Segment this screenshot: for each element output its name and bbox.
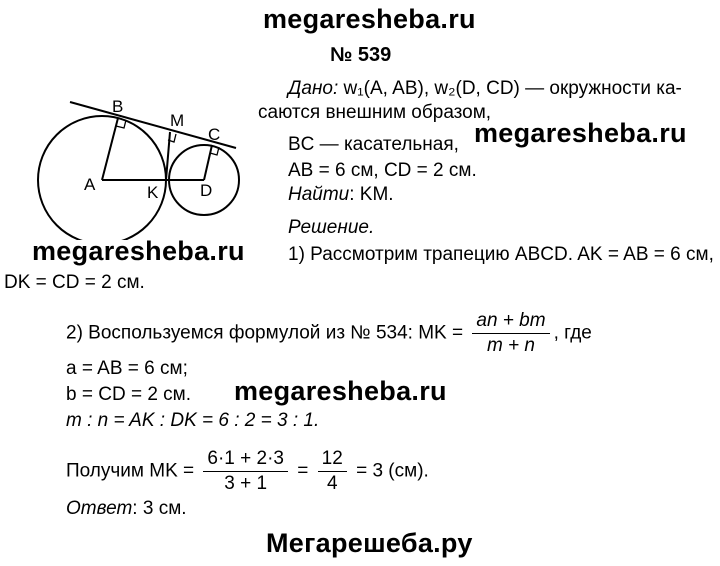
watermark-mid-right: megaresheba.ru: [474, 118, 687, 148]
result-tail: = 3 (см).: [356, 460, 429, 482]
result-equals: =: [297, 460, 309, 482]
a-definition: a = AB = 6 см;: [66, 358, 188, 379]
lengths-line: AB = 6 см, CD = 2 см.: [288, 160, 477, 181]
ratio-line: m : n = AK : DK = 6 : 2 = 3 : 1.: [66, 410, 320, 431]
result-line: [66, 448, 429, 495]
label-b: B: [112, 97, 124, 116]
formula-suffix: , где: [553, 322, 592, 344]
b-definition: b = CD = 2 см.: [66, 384, 192, 405]
label-a: A: [84, 175, 96, 194]
result-fraction-2: [318, 448, 347, 495]
label-d: D: [200, 181, 213, 200]
result-prefix: Получим MK =: [66, 460, 195, 482]
result-denominator-1: 3 + 1: [224, 473, 268, 494]
watermark-footer: Мегарешеба.ру: [266, 528, 473, 558]
formula-numerator: an + bm: [472, 310, 549, 334]
find-label: Найти: [288, 184, 350, 205]
result-numerator-1: 6·1 + 2·3: [203, 448, 288, 472]
result-denominator-2: 4: [326, 473, 338, 494]
tangent-line-text: BC — касательная,: [288, 134, 459, 155]
result-numerator-2: 12: [318, 448, 347, 472]
given-line-2: саются внешним образом,: [258, 102, 492, 123]
given-circles: w₁(A, AB), w₂(D, CD) — окружности ка-: [343, 78, 682, 99]
watermark-left: megaresheba.ru: [32, 236, 245, 266]
watermark-center: megaresheba.ru: [234, 376, 447, 406]
step-2: [66, 310, 592, 357]
find-value: : KM.: [349, 184, 394, 205]
step-1: 1) Рассмотрим трапецию ABCD. AK = AB = 6 см,: [288, 244, 714, 265]
answer-line: [66, 498, 187, 520]
formula-fraction: [472, 310, 549, 357]
given-line-1: [288, 78, 682, 100]
label-c: C: [208, 125, 221, 144]
label-k: K: [147, 183, 159, 202]
solution-label: Решение.: [288, 217, 375, 238]
segment-ab: [102, 118, 118, 180]
step-2-prefix: 2) Воспользуемся формулой из № 534: MK =: [66, 322, 464, 344]
geometry-figure: [0, 0, 260, 240]
result-fraction-1: [203, 448, 288, 495]
watermark-top: megaresheba.ru: [263, 4, 476, 34]
answer-value: : 3 см.: [132, 498, 187, 519]
given-label: Дано:: [288, 78, 339, 99]
find-line: [288, 184, 394, 206]
step-1-continuation: DK = CD = 2 см.: [4, 272, 145, 293]
problem-number: № 539: [330, 44, 392, 66]
label-m: M: [170, 111, 185, 130]
segment-dc: [204, 145, 212, 180]
formula-denominator: m + n: [486, 335, 536, 356]
answer-label: Ответ: [66, 498, 133, 519]
